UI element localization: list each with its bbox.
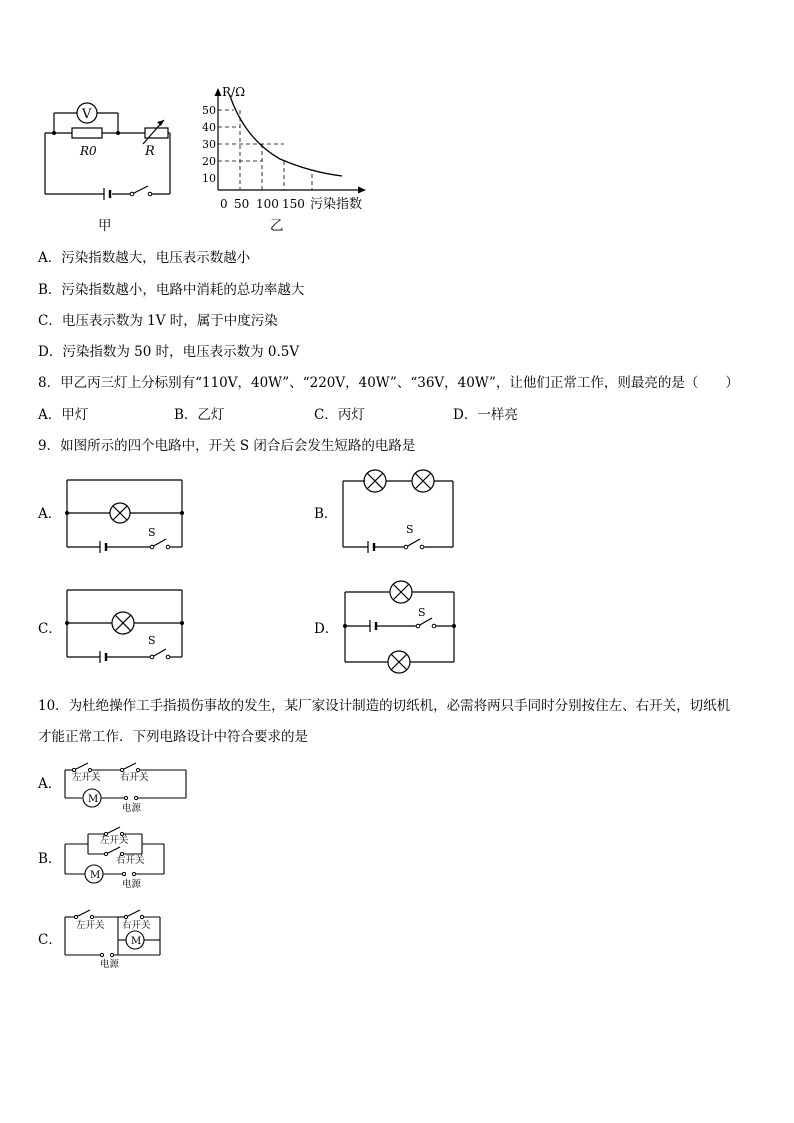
- power-label: 电源: [100, 959, 120, 970]
- x-tick-100: 100: [256, 197, 279, 211]
- q9-circuit-c: [62, 585, 192, 665]
- motor-symbol: M: [90, 870, 101, 881]
- r-label: R: [145, 144, 155, 159]
- q10-option-c-label: C．: [38, 932, 62, 948]
- q10-stem-line2: 才能正常工作．下列电路设计中符合要求的是: [38, 729, 308, 745]
- left-switch-label: 左开关: [76, 920, 105, 931]
- left-switch-label: 左开关: [72, 772, 101, 783]
- x-tick-0: 0: [220, 197, 228, 211]
- y-axis-label: R/Ω: [222, 85, 246, 99]
- resistance-curve: [230, 96, 342, 176]
- motor-symbol: M: [88, 794, 99, 805]
- q10-stem-line1: 10．为杜绝操作工手指损伤事故的发生，某厂家设计制造的切纸机，必需将两只手同时分别按住左、右开关，切纸机: [38, 698, 731, 714]
- q10-circuit-c: [60, 905, 200, 970]
- y-tick-30: 30: [202, 138, 216, 151]
- figure-jia-caption: 甲: [98, 218, 112, 234]
- switch-s-label: S: [148, 526, 156, 539]
- q10-circuit-b: [60, 822, 200, 892]
- motor-symbol: M: [131, 936, 142, 947]
- figure-yi-caption: 乙: [270, 218, 284, 234]
- power-label: 电源: [122, 803, 142, 814]
- x-tick-50: 50: [234, 197, 250, 211]
- q10-circuit-a: [60, 758, 200, 813]
- r0-label: R0: [80, 144, 97, 158]
- q7-option-b: B．污染指数越小，电路中消耗的总功率越大: [38, 282, 305, 298]
- x-axis-label: 污染指数: [310, 197, 363, 212]
- figure-yi-graph: [200, 84, 370, 214]
- q10-option-b-label: B．: [38, 851, 62, 867]
- y-tick-50: 50: [202, 104, 216, 117]
- q9-option-b-label: B．: [314, 506, 338, 522]
- right-switch-label: 右开关: [116, 855, 145, 866]
- left-switch-label: 左开关: [100, 835, 129, 846]
- q7-option-d: D．污染指数为 50 时，电压表示数为 0.5V: [38, 344, 300, 360]
- q8-option-c: C．丙灯: [314, 407, 365, 423]
- q9-option-d-label: D．: [314, 621, 339, 637]
- switch-s-label: S: [418, 606, 426, 619]
- switch-s-label: S: [406, 523, 414, 536]
- q9-circuit-b: [338, 465, 468, 555]
- y-tick-40: 40: [202, 121, 216, 134]
- q8-option-d: D．一样亮: [453, 407, 518, 423]
- x-tick-150: 150: [282, 197, 305, 211]
- q9-circuit-a: [62, 470, 192, 560]
- voltmeter-symbol: V: [82, 107, 92, 122]
- power-label: 电源: [122, 879, 142, 890]
- right-switch-label: 右开关: [122, 920, 151, 931]
- q7-option-a: A．污染指数越大，电压表示数越小: [38, 250, 251, 266]
- y-tick-20: 20: [202, 155, 216, 168]
- q9-stem: 9．如图所示的四个电路中，开关 S 闭合后会发生短路的电路是: [38, 438, 416, 454]
- switch-s-label: S: [148, 634, 156, 647]
- q9-circuit-d: [338, 575, 468, 675]
- q9-option-c-label: C．: [38, 621, 62, 637]
- q9-option-a-label: A．: [38, 506, 62, 522]
- q7-option-c: C．电压表示数为 1V 时，属于中度污染: [38, 313, 278, 329]
- q8-stem: 8．甲乙丙三灯上分标别有“110V，40W”、“220V，40W”、“36V，40W”，让他们正常工作，则最亮的是（ ）: [38, 375, 739, 391]
- q8-option-b: B．乙灯: [174, 407, 225, 423]
- right-switch-label: 右开关: [120, 772, 149, 783]
- q10-option-a-label: A．: [38, 776, 62, 792]
- y-tick-10: 10: [202, 172, 216, 185]
- figure-jia-circuit: [40, 100, 180, 220]
- q8-option-a: A．甲灯: [38, 407, 89, 423]
